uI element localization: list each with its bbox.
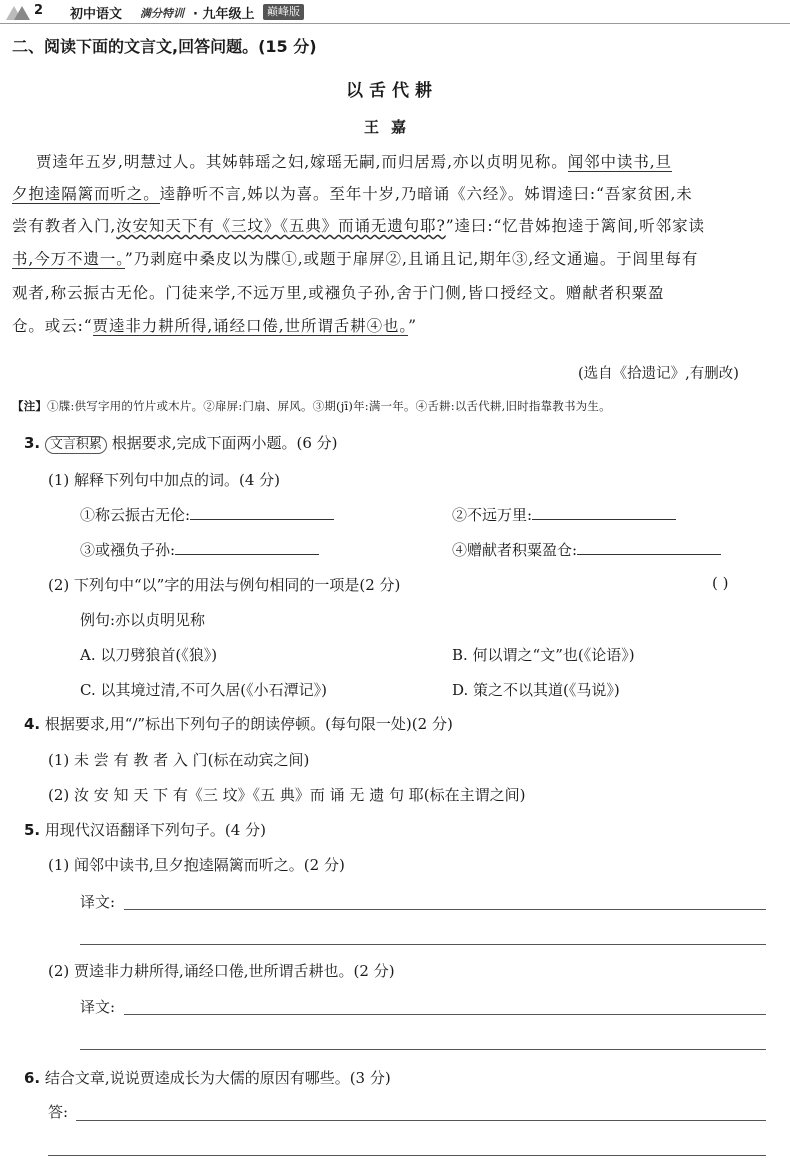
passage-source: (选自《拾遗记》,有删改): [578, 366, 739, 382]
passage-line: 仓。或云:“贾逵非力耕所得,诵经口倦,世所谓舌耕④也。”: [12, 317, 417, 335]
q4-sentence-2: (2) 汝 安 知 天 下 有《三 坟》《五 典》而 诵 无 遗 句 耶(标在主谓之间): [48, 786, 526, 804]
question-tag: 文言积累: [45, 436, 107, 454]
q3-item-3: ③或襁负子孙:: [80, 539, 319, 560]
subject-label: 初中语文: [70, 7, 123, 22]
q3-subquestion-1: (1) 解释下列句中加点的词。(4 分): [48, 471, 281, 489]
section-heading: 二、阅读下面的文言文,回答问题。(15 分): [12, 37, 317, 56]
q3-item-2: ②不远万里:: [452, 504, 676, 525]
q3-item-4: ④赠献者积粟盈仓:: [452, 539, 721, 560]
question-3: 3. 文言积累 根据要求,完成下面两小题。(6 分): [24, 434, 338, 452]
page-number: 2: [34, 3, 44, 18]
q3-subquestion-2: (2) 下列句中“以”字的用法与例句相同的一项是(2 分): [48, 576, 401, 594]
answer-line[interactable]: [124, 1014, 766, 1015]
answer-line[interactable]: [48, 1155, 766, 1156]
answer-blank[interactable]: [175, 554, 319, 555]
annotation-note: 【注】①牒:供写字用的竹片或木片。②扉屏:门扇、屏风。③期(jī)年:满一年。④舌耕:以舌代耕,旧时指靠教书为生。: [12, 399, 611, 413]
answer-blank[interactable]: [190, 519, 334, 520]
series-logo: 满分特训: [140, 7, 184, 20]
answer-blank[interactable]: [577, 554, 721, 555]
underlined-phrase: 闻邻中读书,旦: [567, 153, 672, 171]
q3-example: 例句:亦以贞明见称: [80, 611, 206, 629]
choice-answer-bracket[interactable]: ( ): [712, 574, 729, 592]
passage-author: 王嘉: [364, 118, 419, 136]
triangle-logo-icon: [4, 2, 32, 22]
answer-blank[interactable]: [532, 519, 676, 520]
passage-line: 夕抱逵隔篱而听之。逵静听不言,姊以为喜。至年十岁,乃暗诵《六经》。姊谓逵曰:“吾家贫困,未: [12, 185, 693, 203]
passage-title: 以舌代耕: [346, 81, 438, 101]
answer-line[interactable]: [80, 1049, 766, 1050]
wavy-underlined-phrase: 汝安知天下有《三坟》《五典》而诵无遗句耶?: [116, 217, 446, 235]
answer-line[interactable]: [80, 944, 766, 945]
translation-label: 译文:: [80, 893, 116, 911]
q4-sentence-1: (1) 未 尝 有 教 者 入 门(标在动宾之间): [48, 751, 310, 769]
question-4: 4. 根据要求,用“/”标出下列句子的朗读停顿。(每句限一处)(2 分): [24, 715, 453, 733]
q3-item-1: ①称云振古无伦:: [80, 504, 334, 525]
option-d: D. 策之不以其道(《马说》): [452, 681, 620, 699]
grade-label: · 九年级上: [193, 7, 255, 22]
underlined-phrase: 贾逵非力耕所得,诵经口倦,世所谓舌耕④也。: [92, 317, 409, 335]
passage-line: 贾逵年五岁,明慧过人。其姊韩瑶之妇,嫁瑶无嗣,而归居焉,亦以贞明见称。闻邻中读书,旦: [36, 153, 672, 171]
translation-label: 译文:: [80, 998, 116, 1016]
option-a: A. 以刀劈狼首(《狼》): [80, 646, 218, 664]
option-c: C. 以其境过清,不可久居(《小石潭记》): [80, 681, 327, 699]
answer-line[interactable]: [124, 909, 766, 910]
question-6: 6. 结合文章,说说贾逵成长为大儒的原因有哪些。(3 分): [24, 1069, 391, 1087]
answer-line[interactable]: [76, 1120, 766, 1121]
passage-line: 尝有教者入门,汝安知天下有《三坟》《五典》而诵无遗句耶?”逵曰:“忆昔姊抱逵于篱间,听邻家读: [12, 217, 705, 235]
q5-sentence-2: (2) 贾逵非力耕所得,诵经口倦,世所谓舌耕也。(2 分): [48, 962, 395, 980]
question-5: 5. 用现代汉语翻译下列句子。(4 分): [24, 821, 266, 839]
header-divider: [0, 23, 790, 24]
edition-badge: 巅峰版: [263, 4, 304, 20]
passage-line: 书,今万不遗一。”乃剥庭中桑皮以为牒①,或题于扉屏②,且诵且记,期年③,经文通遍。于闾里每有: [12, 250, 699, 268]
option-b: B. 何以谓之“文”也(《论语》): [452, 646, 635, 664]
underlined-phrase: 书,今万不遗一。: [12, 250, 125, 268]
underlined-phrase: 夕抱逵隔篱而听之。: [12, 185, 160, 203]
passage-line: 观者,称云振古无伦。门徒来学,不远万里,或襁负子孙,舍于门侧,皆口授经文。赠献者积粟盈: [12, 284, 665, 302]
q5-sentence-1: (1) 闻邻中读书,旦夕抱逵隔篱而听之。(2 分): [48, 856, 345, 874]
page-header: [0, 0, 790, 24]
answer-label: 答:: [48, 1103, 69, 1121]
